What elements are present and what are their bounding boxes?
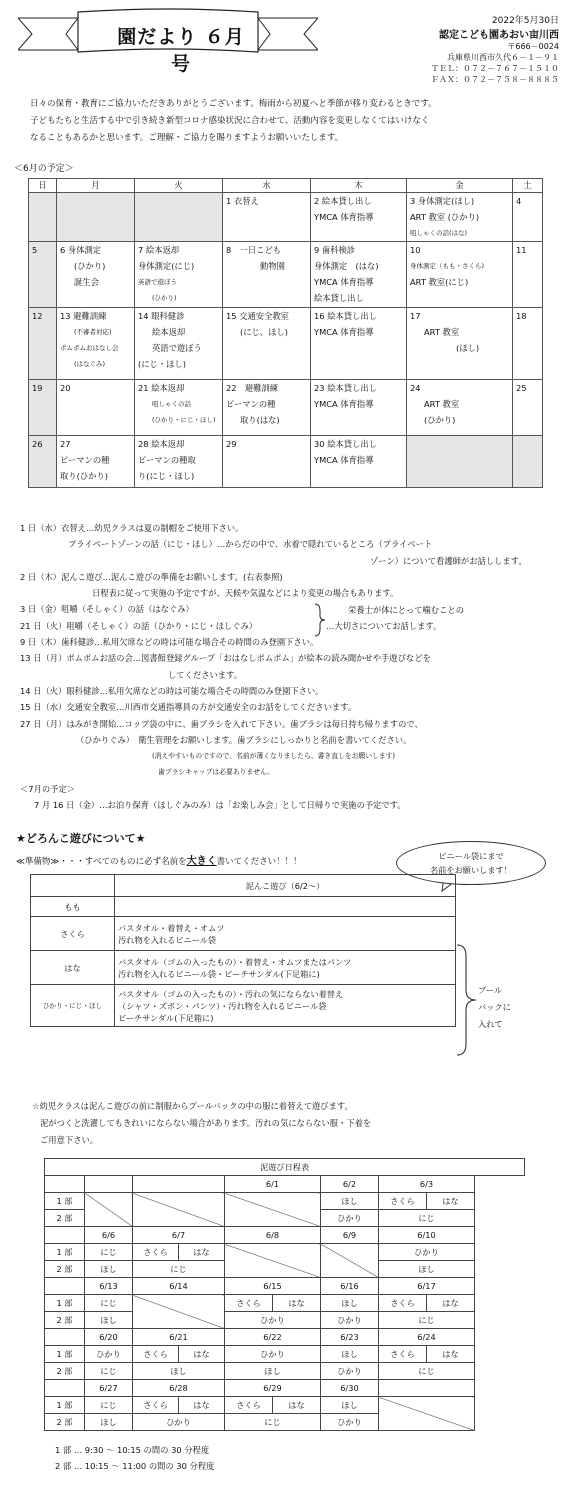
speech-bubble: ビニール袋にまで 名前をお願いします！ (396, 841, 546, 885)
note-line: 3 日（金）咀嚼（そしゃく）の話（はなぐみ） (20, 604, 194, 615)
note-line: （ひかりぐみ） 衛生管理をお願いします。歯ブラシにしっかりと名前を書いてください。 (76, 734, 412, 745)
mud-play-schedule: 泥遊び日程表 6/1 6/2 6/3 1 部 ほし さくら はな 2 部 ひかり にじ 6/6 6/7 6/8 6/9 6/10 1 部 にじ さくら はな ひかり 2 部 ほし にじ ほし 6/13 6/14 6/15 6/16 6/17 1 部 にじ さくら はな ほし さくら はな 2 部 ほし ひかり ひかり にじ 6/20 6/21 6/22 6/23 6/24 1 部 ひかり さくら はな ひかり ほし さくら はな 2 部 にじ ほし ほし ひかり にじ 6/27 6/28 6/29 6/30 1 部 にじ さくら はな さくら はな ほし 2 部 ほし ひかり にじ ひかり (44, 1158, 525, 1431)
organization-name: 認定こども園あおい亩川西 (439, 30, 559, 41)
calendar-cell: 16 絵本貸し出し YMCA 体育指導 (311, 308, 407, 380)
calendar-cell: 19 (29, 380, 57, 436)
mud-play-items-table (30, 874, 456, 1027)
calendar-week (29, 308, 543, 380)
note-line: 2 日（木）泥んこ遊び…泥んこ遊びの準備をお願いします。(右表参照) (20, 571, 283, 582)
weekday-header: 水 (223, 179, 311, 193)
calendar-cell: 20 (57, 380, 135, 436)
note-line: 27 日（月）はみがき開始…コップ袋の中に、歯ブラシを入れて下さい。歯ブラシは毎日持ち帰りますので、 (20, 718, 423, 729)
intro-line: 日々の保育・教育にご協力いただきありがとうございます。梅雨から初夏へと季節が移り変わるときです。 (30, 99, 437, 109)
calendar-cell: 24 ART 教室 (ひかり) (407, 380, 513, 436)
pool-brace (456, 944, 478, 1056)
table-row: ひかり・にじ・ほし バスタオル（ゴムの入ったもの）・汚れの気にならない着替え （シャツ・ズボン・パンツ）・汚れ物を入れるビニール袋 ビーチサンダル(下足箱に) (31, 985, 456, 1027)
calendar-cell (135, 193, 223, 242)
note-line: (消えやすいものですので、名前が薄くなりましたら、書き直しをお願いします) (152, 752, 396, 761)
calendar-cell: 7 絵本返却 身体測定(にじ) 英語で遊ぼう (ひかり) (135, 242, 223, 308)
july-schedule-label: ＜7月の予定＞ (20, 783, 76, 794)
calendar-cell (57, 193, 135, 242)
note-line: 14 日（火）眼科健診…私用欠席などの時は可能な場合その時間のみ登園下さい。 (20, 685, 324, 696)
calendar-cell (29, 193, 57, 242)
note-line: 13 日（月）ポムポムお話の会…図書館登録グループ「おはなしポムポム」が絵本の読み聞かせや手遊びなどを (20, 653, 431, 664)
table-row: もも (31, 897, 456, 917)
note-line: ゾーン）について看護師がお話しします。 (370, 555, 527, 566)
page-title: 園だより ６月号 (117, 26, 245, 75)
event-notes (20, 520, 560, 813)
mud-play-title: ★どろんこ遊びについて★ (16, 832, 146, 845)
schedule-title: 泥遊び日程表 (45, 1159, 525, 1176)
intro-line: 子どもたちと生活する中で引き続き新型コロナ感染状況に合わせて、活動内容を変更しなくてはいけなく (30, 116, 430, 126)
calendar-cell: 14 眼科健診 絵本返却 英語で遊ぼう (にじ・ほし) (135, 308, 223, 380)
calendar-cell: 23 絵本貸し出し YMCA 体育指導 (311, 380, 407, 436)
june-schedule-label: ＜6月の予定＞ (14, 164, 74, 174)
note-line: 21 日（火）咀嚼（そしゃく）の話（ひかり・にじ・ほしぐみ） (20, 620, 258, 631)
calendar-cell: 15 交通安全教室 (にじ、ほし) (223, 308, 311, 380)
calendar-cell: 9 歯科検診 身体測定 (はな) YMCA 体育指導 絵本貸し出し (311, 242, 407, 308)
note-line: 歯ブラシキャップは必要ありません。 (158, 768, 274, 777)
calendar-cell (407, 436, 513, 488)
weekday-header: 火 (135, 179, 223, 193)
address: 兵庫県川西市久代６－１－９１ (447, 53, 559, 62)
intro-paragraph (30, 96, 550, 147)
weekday-header: 日 (29, 179, 57, 193)
note-line: プライベートゾーンの話（にじ・ほし）…からだの中で、水着で隠れているところ（プライベート (68, 539, 433, 550)
calendar-cell: 26 (29, 436, 57, 488)
chewing-note-2: …大切さについてお話します。 (326, 621, 442, 631)
weekday-header: 土 (513, 179, 543, 193)
mud-play-header: 泥んこ遊び（6/2～） (115, 875, 456, 897)
right-brace (314, 603, 326, 637)
postal-code: 〒666－0024 (507, 42, 559, 51)
note-line: 15 日（水）交通安全教室…川西市交通指導員の方が交通安全のお話をしてくださいます。 (20, 702, 357, 713)
note-line: 1 日（水）衣替え…幼児クラスは夏の制帽をご使用下さい。 (20, 523, 244, 533)
chewing-note: 栄養士が体にとって噛むことの (348, 605, 464, 615)
calendar-cell: 17 ART 教室 (ほし) (407, 308, 513, 380)
calendar-week (29, 436, 543, 488)
calendar-cell: 13 避難訓練 (不審者対応) ポムポムおはなし会 (はなぐみ) (57, 308, 135, 380)
note-line: してくださいます。 (168, 669, 243, 680)
calendar-week (29, 242, 543, 308)
calendar-week (29, 380, 543, 436)
calendar-cell: 18 (513, 308, 543, 380)
weekday-header: 金 (407, 179, 513, 193)
issue-date: 2022年5月30日 (491, 16, 559, 26)
note-line: 9 日（木）歯科健診…私用欠席などの時は可能な場合その時間のみ登園下さい。 (20, 637, 319, 648)
calendar-cell: 11 (513, 242, 543, 308)
tel: ＴＥＬ：０７２－７６７－１５１０ (431, 64, 559, 73)
calendar-cell: 22 避難訓練 ピーマンの種 取り(はな) (223, 380, 311, 436)
header-info (431, 16, 559, 85)
preparation-line: ≪準備物≫・・・すべてのものに必ず名前を大きく書いてください！！！ (16, 856, 302, 867)
calendar-cell: 4 (513, 193, 543, 242)
table-row: はな バスタオル（ゴムの入ったもの）・着替え・オムツまたはパンツ 汚れ物を入れるビニール袋・ビーチサンダル(下足箱に) (31, 951, 456, 985)
calendar-cell: 30 絵本貸し出し YMCA 体育指導 (311, 436, 407, 488)
weekday-header: 月 (57, 179, 135, 193)
calendar-cell: 27 ピーマンの種 取り(ひかり) (57, 436, 135, 488)
calendar-cell: 28 絵本返却 ピーマンの種取 り(にじ・ほし) (135, 436, 223, 488)
calendar-cell: 1 衣替え (223, 193, 311, 242)
july-item: 7 月 16 日（金）…お泊り保育（ほしぐみのみ）は「お楽しみ会」として日帰りで実施の予定です。 (34, 800, 406, 811)
calendar-cell: 2 絵本貸し出し YMCA 体育指導 (311, 193, 407, 242)
calendar-cell (513, 436, 543, 488)
calendar-cell: 10 身体測定（もも・さくら) ART 教室(にじ) (407, 242, 513, 308)
calendar-cell: 8 一日こども 動物園 (223, 242, 311, 308)
table-row: さくら バスタオル・着替え・オムツ 汚れ物を入れるビニール袋 (31, 917, 456, 951)
calendar-header-row (29, 179, 543, 193)
calendar-cell: 29 (223, 436, 311, 488)
june-calendar (28, 178, 543, 488)
calendar-cell: 3 身体測定(ほし) ART 教室 (ひかり) 咀しゃくの話(はな) (407, 193, 513, 242)
calendar-cell: 6 身体測定 (ひかり) 誕生会 (57, 242, 135, 308)
calendar-cell: 21 絵本返却 咀しゃくの話 (ひかり・にじ・ほし) (135, 380, 223, 436)
intro-line: なることもあるかと思います。ご理解・ご協力を賜りますようお願いいたします。 (30, 133, 344, 143)
calendar-cell: 5 (29, 242, 57, 308)
pool-bag-note: プール バックに 入れて (478, 985, 511, 1029)
fax: ＦＡＸ：０７２－７５８－８８８５ (431, 75, 559, 84)
weekday-header: 木 (311, 179, 407, 193)
calendar-cell: 25 (513, 380, 543, 436)
schedule-footnote: 1 部 … 9:30 ～ 10:15 の間の 30 分程度 2 部 … 10:15 ～ 11:00 の間の 30 分程度 (55, 1445, 215, 1471)
calendar-cell: 12 (29, 308, 57, 380)
calendar-week (29, 193, 543, 242)
note-line: 日程表に従って実施の予定ですが、天候や気温などにより変更の場合もあります。 (92, 588, 399, 599)
mud-play-notes: ☆幼児クラスは泥んこ遊びの前に制服からプールバックの中の服に着替えて遊びます。 泥がつくと洗濯してもきれいにならない場合があります。汚れの気にならない服・下着を ご用意下さい。 (32, 1101, 372, 1145)
